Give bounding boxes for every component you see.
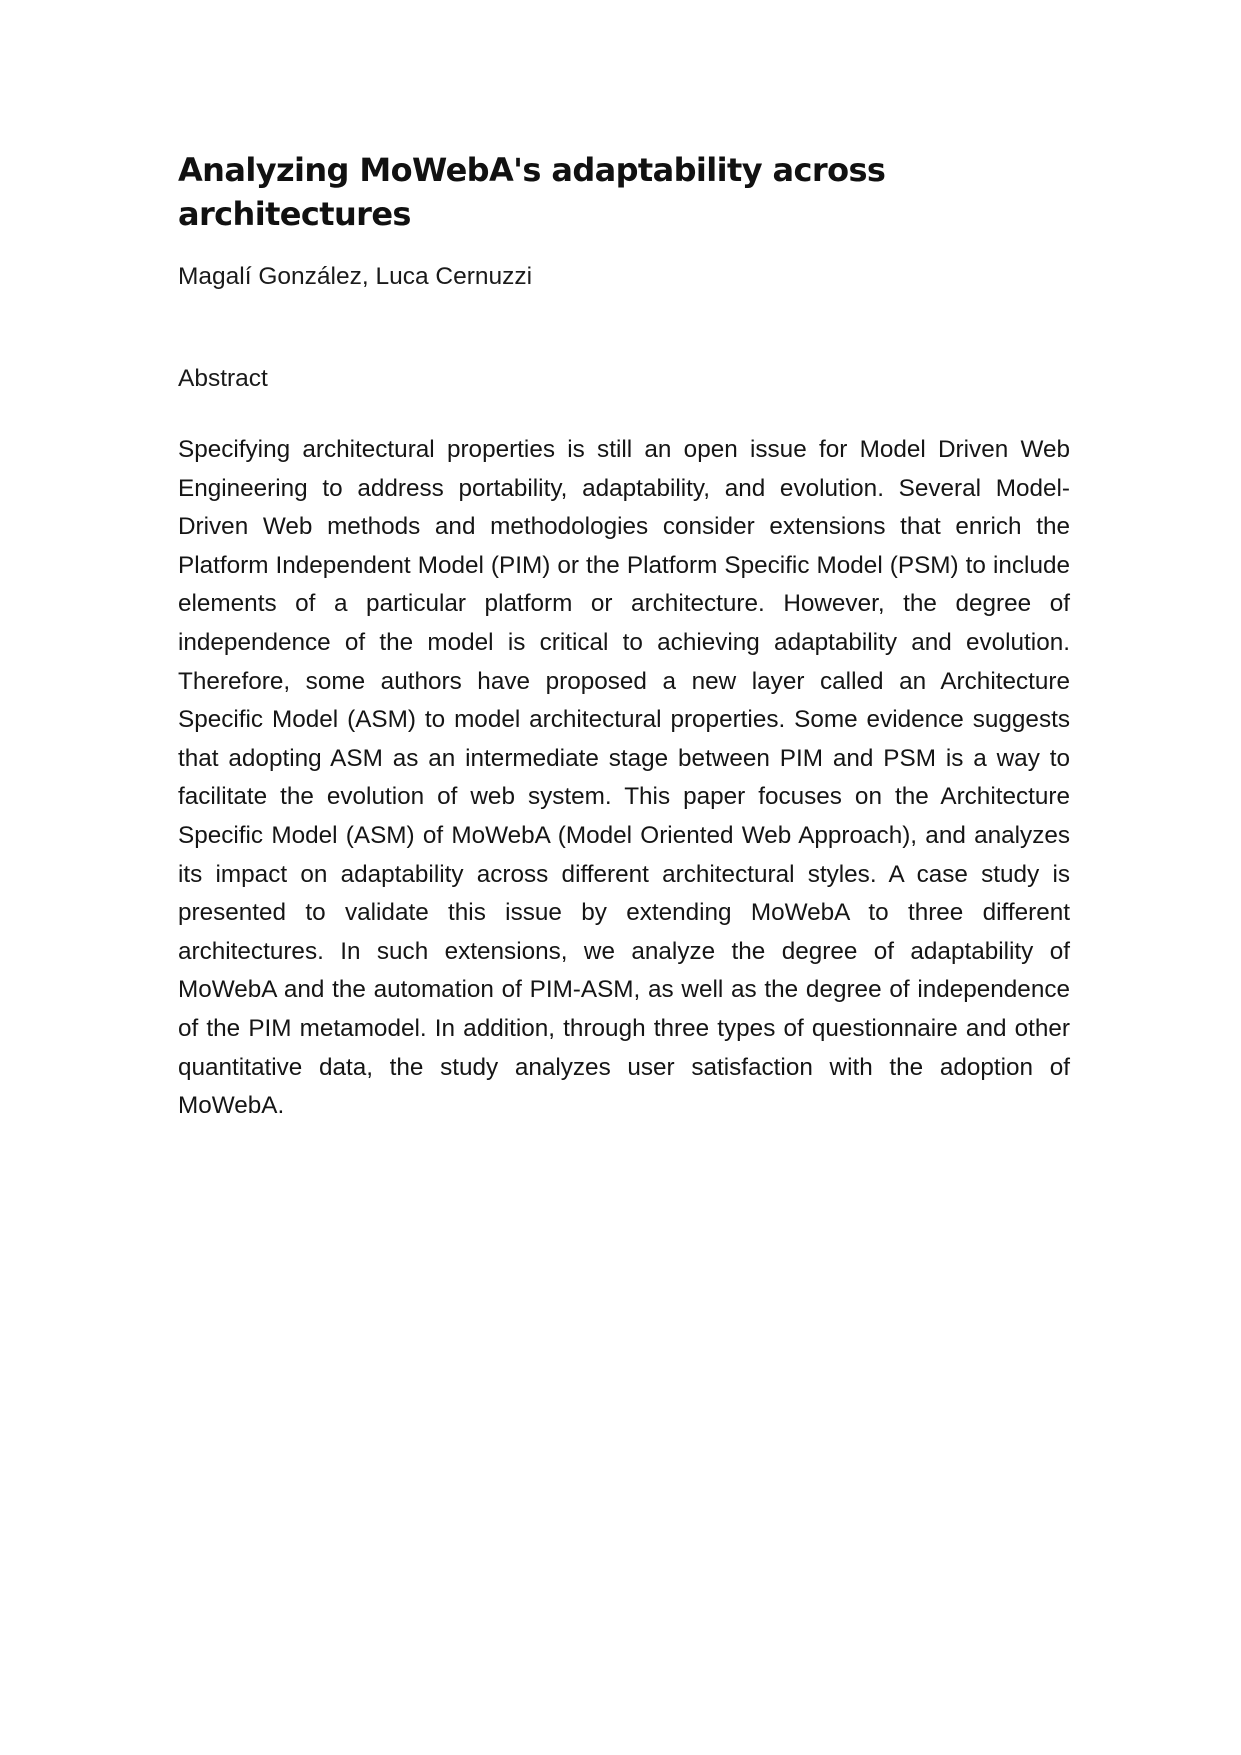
paper-content bbox=[178, 148, 1070, 1126]
abstract-text: Specifying architectural properties is still an open issue for Model Driven Web Engineering to address portability, adaptability, and evolution. Several Model-Driven Web methods and methodologies consider extensions that enrich the Platform Independent Model (PIM) or the Platform Specific Model (PSM) to include elements of a particular platform or architecture. However, the degree of independence of the model is critical to achieving adaptability and evolution. Therefore, some authors have proposed a new layer called an Architecture Specific Model (ASM) to model architectural properties. Some evidence suggests that adopting ASM as an intermediate stage between PIM and PSM is a way to facilitate the evolution of web system. This paper focuses on the Architecture Specific Model (ASM) of MoWebA (Model Oriented Web Approach), and analyzes its impact on adaptability across different architectural styles. A case study is presented to validate this issue by extending MoWebA to three different architectures. In such extensions, we analyze the degree of adaptability of MoWebA and the automation of PIM-ASM, as well as the degree of independence of the PIM metamodel. In addition, through three types of questionnaire and other quantitative data, the study analyzes user satisfaction with the adoption of MoWebA. bbox=[178, 436, 1070, 1120]
abstract-heading: Abstract bbox=[178, 365, 268, 392]
paper-title: Analyzing MoWebA's adaptability across architectures bbox=[178, 151, 886, 233]
paper-authors: Magalí González, Luca Cernuzzi bbox=[178, 263, 533, 290]
